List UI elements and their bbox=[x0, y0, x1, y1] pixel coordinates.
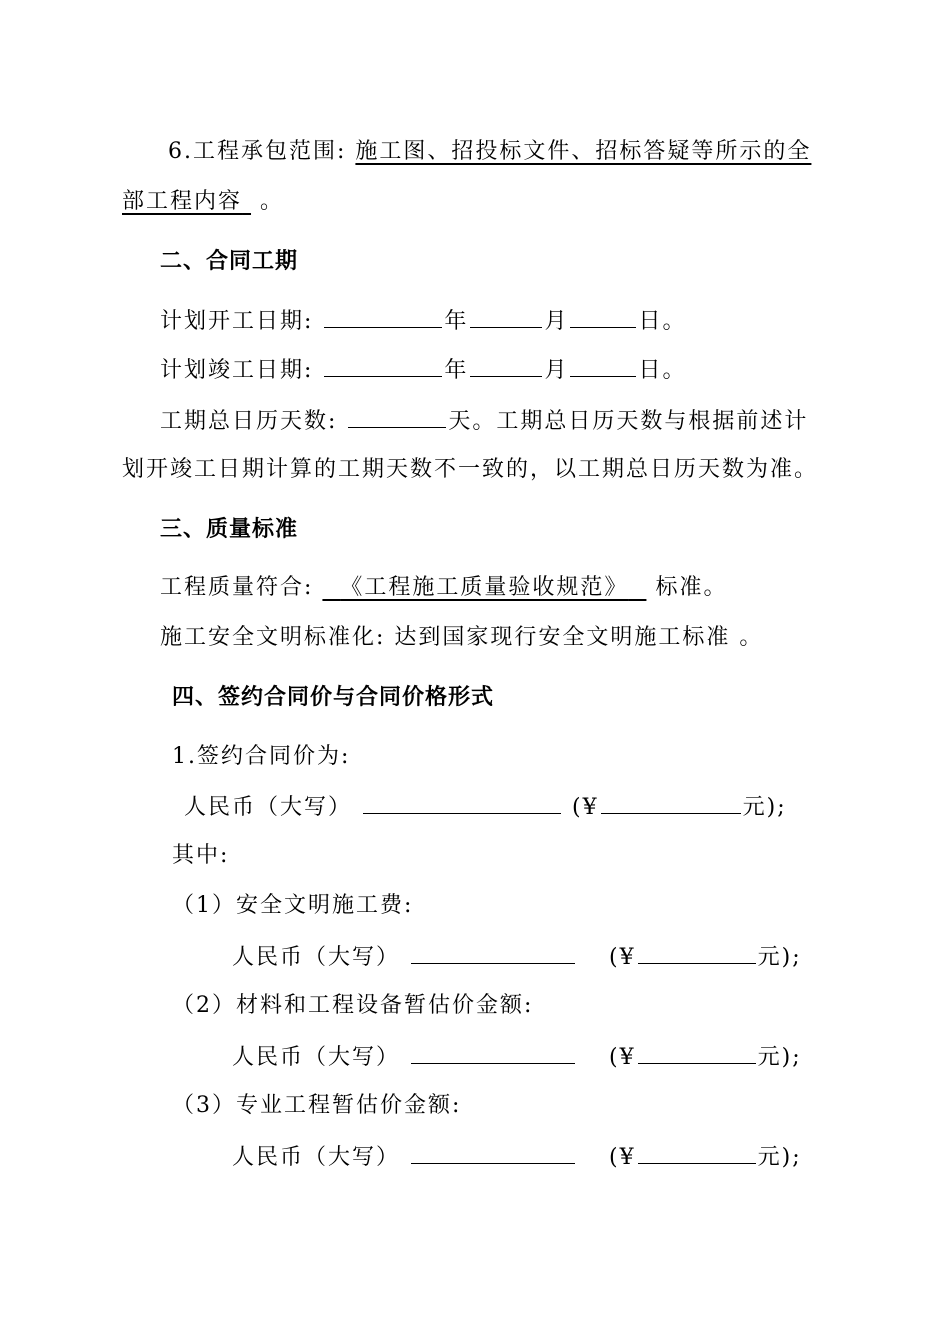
quality-end: 标准。 bbox=[655, 575, 728, 600]
start-year-blank[interactable] bbox=[324, 305, 442, 328]
yen-close: 元); bbox=[757, 945, 802, 970]
year-unit: 年 bbox=[444, 358, 469, 383]
rmb-label: 人民币（大写） bbox=[232, 1145, 401, 1170]
total-days-blank[interactable] bbox=[348, 405, 446, 428]
contract-price-words-blank[interactable] bbox=[363, 791, 561, 814]
section-3-title: 三、质量标准 bbox=[160, 516, 299, 542]
finish-date-line bbox=[160, 354, 686, 386]
total-days-text: 天。工期总日历天数与根据前述计 bbox=[448, 409, 809, 434]
contract-price-number-blank[interactable] bbox=[601, 791, 741, 814]
sub-item-3-words-blank[interactable] bbox=[411, 1141, 575, 1164]
sub-item-2-amount-line bbox=[232, 1041, 802, 1073]
finish-month-blank[interactable] bbox=[470, 354, 542, 377]
scope-end: 。 bbox=[260, 189, 285, 214]
rmb-label: 人民币（大写） bbox=[232, 945, 401, 970]
yen-close: 元); bbox=[757, 1145, 802, 1170]
yen-open: (¥ bbox=[609, 1045, 636, 1070]
yen-open: (¥ bbox=[572, 795, 599, 820]
contract-price-line bbox=[184, 791, 787, 823]
start-month-blank[interactable] bbox=[470, 305, 542, 328]
day-unit: 日。 bbox=[638, 358, 687, 383]
quality-label: 工程质量符合: bbox=[160, 575, 314, 600]
section-4-title: 四、签约合同价与合同价格形式 bbox=[172, 684, 495, 710]
day-unit: 日。 bbox=[638, 309, 687, 334]
finish-day-blank[interactable] bbox=[570, 354, 636, 377]
finish-date-label: 计划竣工日期: bbox=[160, 358, 314, 383]
month-unit: 月 bbox=[544, 358, 569, 383]
yen-open: (¥ bbox=[609, 945, 636, 970]
month-unit: 月 bbox=[544, 309, 569, 334]
rmb-label: 人民币（大写） bbox=[184, 795, 353, 820]
sub-item-2-title: （2）材料和工程设备暂估价金额: bbox=[172, 993, 534, 1018]
start-day-blank[interactable] bbox=[570, 305, 636, 328]
scope-label: 6.工程承包范围: bbox=[168, 139, 347, 164]
finish-year-blank[interactable] bbox=[324, 354, 442, 377]
sub-item-2-words-blank[interactable] bbox=[411, 1041, 575, 1064]
start-date-label: 计划开工日期: bbox=[160, 309, 314, 334]
sub-item-3-number-blank[interactable] bbox=[638, 1141, 756, 1164]
yen-close: 元); bbox=[757, 1045, 802, 1070]
yen-open: (¥ bbox=[609, 1145, 636, 1170]
quality-value: 《工程施工质量验收规范》 bbox=[340, 575, 629, 600]
sub-item-1-words-blank[interactable] bbox=[411, 941, 575, 964]
safety-line: 施工安全文明标准化: 达到国家现行安全文明施工标准 。 bbox=[160, 625, 764, 650]
start-date-line bbox=[160, 305, 686, 337]
sub-item-3-amount-line bbox=[232, 1141, 802, 1173]
sub-item-1-amount-line bbox=[232, 941, 802, 973]
quality-line bbox=[160, 573, 727, 603]
total-days-line-2: 划开竣工日期计算的工期天数不一致的，以工期总日历天数为准。 bbox=[122, 457, 819, 482]
contract-price-heading: 1.签约合同价为: bbox=[172, 744, 351, 769]
scope-line-2 bbox=[122, 187, 284, 217]
total-days-label: 工期总日历天数: bbox=[160, 409, 338, 434]
of-which-label: 其中: bbox=[172, 843, 230, 868]
sub-item-3-title: （3）专业工程暂估价金额: bbox=[172, 1093, 462, 1118]
total-days-line-1 bbox=[160, 405, 808, 437]
sub-item-1-title: （1）安全文明施工费: bbox=[172, 893, 414, 918]
sub-item-2-number-blank[interactable] bbox=[638, 1041, 756, 1064]
section-2-title: 二、合同工期 bbox=[160, 248, 299, 274]
yen-close: 元); bbox=[742, 795, 787, 820]
rmb-label: 人民币（大写） bbox=[232, 1045, 401, 1070]
year-unit: 年 bbox=[444, 309, 469, 334]
scope-value-2: 部工程内容 bbox=[122, 189, 243, 214]
scope-line-1 bbox=[168, 137, 811, 167]
sub-item-1-number-blank[interactable] bbox=[638, 941, 756, 964]
scope-value-1: 施工图、招投标文件、招标答疑等所示的全 bbox=[355, 139, 812, 164]
